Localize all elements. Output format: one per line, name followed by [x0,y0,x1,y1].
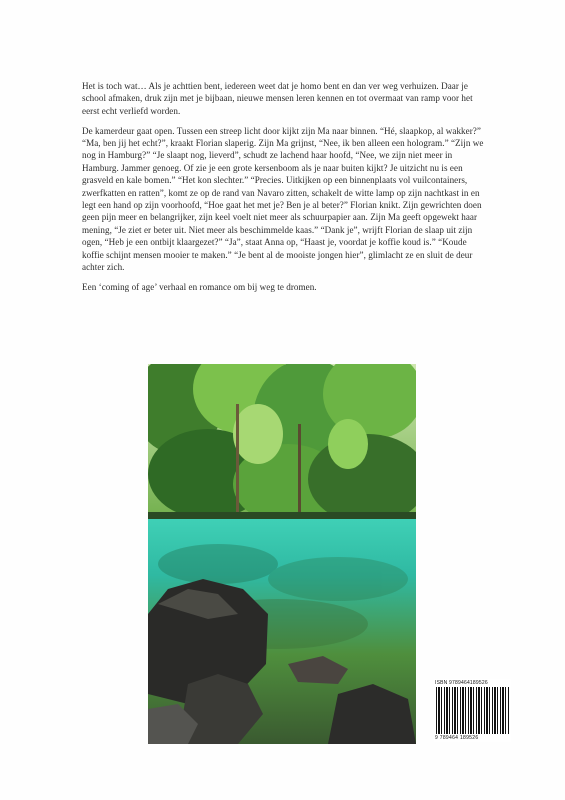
shoreline [148,512,416,520]
blurb-paragraph-tagline: Een ‘coming of age’ verhaal en romance om bij weg te dromen. [82,281,317,292]
cover-photo [148,364,416,744]
barcode-digits: 9 789464 189526 [435,735,479,741]
isbn-label: ISBN 9789464189526 [435,680,488,686]
barcode [434,679,511,742]
tree-canopy [148,364,416,524]
forest-lake-image [148,364,416,744]
blurb-paragraph-excerpt: De kamerdeur gaat open. Tussen een streep licht door kijkt zijn Ma naar binnen. “Hé, slaapkop, al wakker?” “Ma, ben jij het echt?”, kraakt Florian slaperig. Zijn Ma grijnst, “Nee, ik ben alleen een hologram.” “Zijn we nog in Hamburg?” “Je slaapt nog, lieverd”, schudt ze lachend haar hoofd, “Nee, we zijn niet meer in Hamburg. Jammer genoeg. Of zie je een grote kersenboom als je naar buiten kijkt? Je uitzicht nu is een grasveld en kale bomen.” “Het kon slechter.” “Precies. Uitkijken op een binnenplaats vol vuilcontainers, zwerfkatten en ratten”, komt ze op de rand van Navaro zitten, schakelt de witte lamp op zijn nachtkast in en legt een hand op zijn voorhoofd, “Hoe gaat het met je? Ben je al beter?” Florian knikt. Zijn gewrichten doen geen pijn meer en belangrijker, zijn keel voelt niet meer als schuurpapier aan. Zijn Ma geeft opgewekt haar mening, “Je ziet er beter uit. Niet meer als beschimmelde kaas.” “Dank je”, wrijft Florian de slaap uit zijn ogen, “Heb je een ontbijt klaargezet?” “Ja”, staat Anna op, “Haast je, voordat je koffie koud is.” “Koude koffie schijnt mensen mooier te maken.” “Je bent al de mooiste jongen hier”, glimlacht ze en sluit de deur achter zich. [82,125,484,273]
blurb-text [82,80,490,301]
blurb-paragraph-intro: Het is toch wat… Als je achttien bent, iedereen weet dat je homo bent en dan ver weg verhuizen. Daar je school afmaken, druk zijn met je bijbaan, nieuwe mensen leren kennen en tot overmaat van ramp voor het eerst echt verliefd worden. [82,81,473,116]
barcode-bars [436,687,509,734]
